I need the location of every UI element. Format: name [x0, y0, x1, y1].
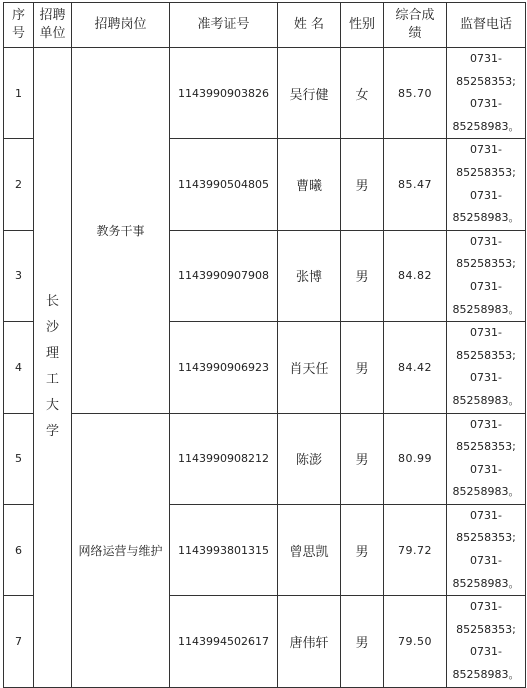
unit-char: 学: [45, 424, 59, 440]
phone-line: 85258983。: [452, 576, 520, 590]
unit-char: 长: [45, 294, 59, 310]
phone-line: 0731-: [470, 417, 502, 431]
unit-char: 沙: [45, 320, 59, 336]
header-name: 姓 名: [278, 3, 341, 48]
phone-line: 0731-: [470, 600, 502, 614]
score-cell: 85.70: [384, 48, 447, 139]
phone-line: 0731-: [470, 143, 502, 157]
gender-cell: 男: [341, 596, 384, 687]
phone-cell: [447, 230, 526, 321]
score-cell: 79.50: [384, 596, 447, 687]
gender-cell: 女: [341, 48, 384, 139]
header-score-line: 综合成: [395, 8, 435, 23]
exam-no-cell: 1143993801315: [170, 504, 278, 595]
seq-cell: 4: [4, 322, 34, 413]
unit-cell: [34, 48, 72, 688]
phone-line: 85258983。: [452, 211, 520, 225]
phone-line: 85258983。: [452, 393, 520, 407]
gender-cell: 男: [341, 139, 384, 230]
seq-cell: 5: [4, 413, 34, 504]
header-seq-line: 号: [11, 26, 25, 41]
phone-line: 85258983。: [452, 668, 520, 682]
phone-cell: [447, 596, 526, 687]
header-position: 招聘岗位: [72, 3, 170, 48]
phone-line: 0731-: [470, 279, 502, 293]
phone-line: 0731-: [470, 371, 502, 385]
unit-char: 大: [45, 398, 59, 414]
header-score-line: 绩: [408, 26, 422, 41]
header-phone: 监督电话: [447, 3, 526, 48]
seq-cell: 7: [4, 596, 34, 687]
gender-cell: 男: [341, 230, 384, 321]
phone-cell: [447, 48, 526, 139]
phone-line: 85258353;: [456, 622, 516, 636]
gender-cell: 男: [341, 413, 384, 504]
name-cell: 肖天任: [278, 322, 341, 413]
score-cell: 85.47: [384, 139, 447, 230]
table-row: [4, 413, 526, 504]
exam-no-cell: 1143990504805: [170, 139, 278, 230]
phone-cell: [447, 504, 526, 595]
exam-no-cell: 1143990906923: [170, 322, 278, 413]
name-cell: 曾思凯: [278, 504, 341, 595]
header-exam-no: 准考证号: [170, 3, 278, 48]
phone-line: 85258353;: [456, 257, 516, 271]
score-cell: 84.82: [384, 230, 447, 321]
name-cell: 吴行健: [278, 48, 341, 139]
phone-line: 85258353;: [456, 165, 516, 179]
seq-cell: 1: [4, 48, 34, 139]
phone-line: 85258353;: [456, 531, 516, 545]
score-cell: 84.42: [384, 322, 447, 413]
name-cell: 张博: [278, 230, 341, 321]
gender-cell: 男: [341, 504, 384, 595]
header-seq: [4, 3, 34, 48]
results-table: [3, 2, 526, 688]
exam-no-cell: 1143990907908: [170, 230, 278, 321]
seq-cell: 2: [4, 139, 34, 230]
header-unit-line: 单位: [39, 26, 66, 41]
phone-line: 0731-: [470, 52, 502, 65]
phone-line: 0731-: [470, 508, 502, 522]
seq-cell: 3: [4, 230, 34, 321]
phone-line: 85258353;: [456, 74, 516, 88]
exam-no-cell: 1143990908212: [170, 413, 278, 504]
phone-cell: [447, 413, 526, 504]
header-unit-line: 招聘: [39, 8, 66, 23]
seq-cell: 6: [4, 504, 34, 595]
name-cell: 唐伟轩: [278, 596, 341, 687]
name-cell: 曹曦: [278, 139, 341, 230]
phone-cell: [447, 322, 526, 413]
exam-no-cell: 1143990903826: [170, 48, 278, 139]
phone-line: 85258983。: [452, 485, 520, 499]
phone-line: 85258983。: [452, 302, 520, 316]
position-cell: 网络运营与维护: [72, 413, 170, 687]
score-cell: 80.99: [384, 413, 447, 504]
phone-line: 85258353;: [456, 440, 516, 454]
header-seq-line: 序: [11, 8, 25, 23]
phone-line: 0731-: [470, 645, 502, 659]
score-cell: 79.72: [384, 504, 447, 595]
phone-line: 0731-: [470, 97, 502, 111]
gender-cell: 男: [341, 322, 384, 413]
header-score: [384, 3, 447, 48]
phone-line: 0731-: [470, 554, 502, 568]
exam-no-cell: 1143994502617: [170, 596, 278, 687]
phone-line: 0731-: [470, 234, 502, 248]
header-unit: [34, 3, 72, 48]
phone-line: 0731-: [470, 462, 502, 476]
phone-line: 0731-: [470, 188, 502, 202]
phone-cell: [447, 139, 526, 230]
unit-char: 工: [45, 372, 59, 388]
header-row: [4, 3, 526, 48]
phone-line: 85258983。: [452, 119, 520, 133]
position-cell: 教务干事: [72, 48, 170, 414]
unit-char: 理: [45, 346, 59, 362]
header-gender: 性别: [341, 3, 384, 48]
name-cell: 陈澎: [278, 413, 341, 504]
table-row: [4, 48, 526, 139]
phone-line: 0731-: [470, 326, 502, 340]
phone-line: 85258353;: [456, 348, 516, 362]
